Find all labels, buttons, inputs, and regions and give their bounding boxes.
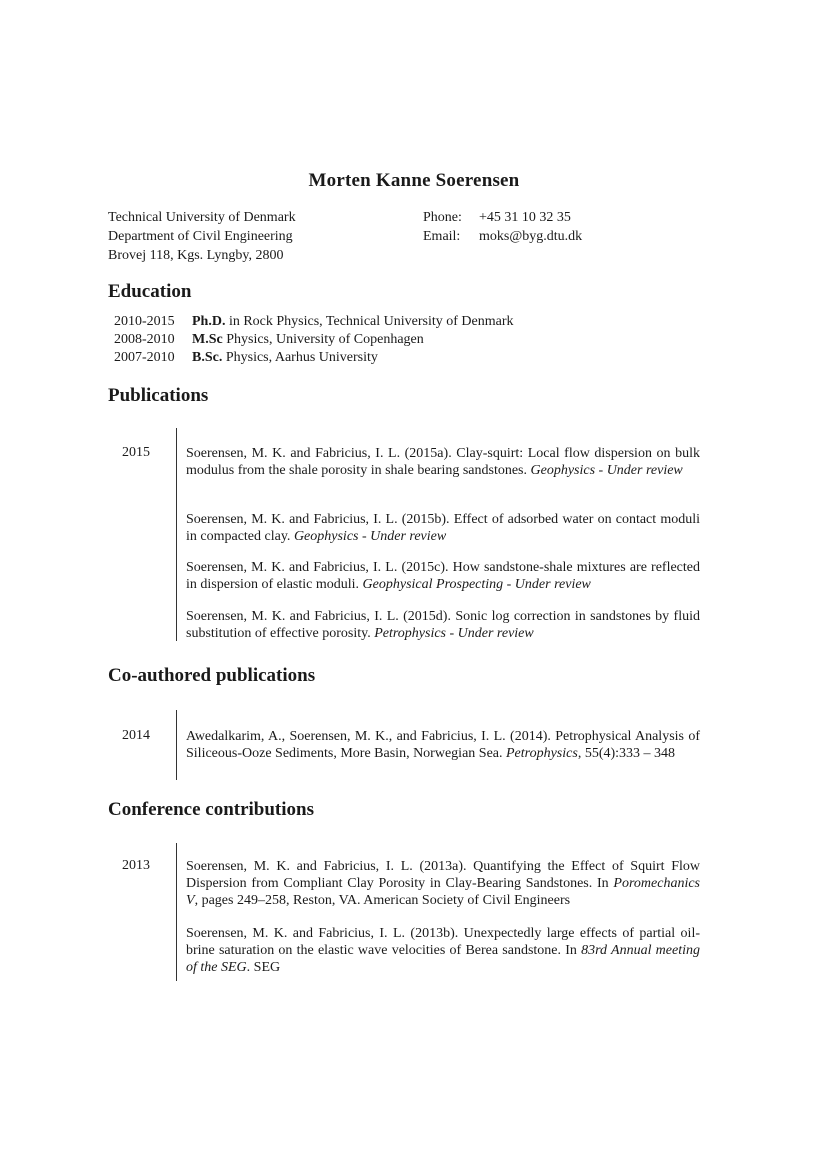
education-detail: in Rock Physics, Technical University of Denmark: [225, 314, 514, 329]
coauthored-heading: Co-authored publications: [108, 665, 316, 686]
education-degree: B.Sc.: [192, 350, 223, 365]
address-line: Brovej 118, Kgs. Lyngby, 2800: [108, 248, 284, 263]
education-degree: Ph.D.: [192, 314, 226, 329]
address-line: Technical University of Denmark: [108, 210, 296, 225]
conference-heading: Conference contributions: [108, 799, 314, 820]
contact-block: [423, 208, 582, 246]
publication-year: 2015: [122, 445, 150, 460]
education-detail: Physics, Aarhus University: [222, 350, 378, 365]
publication-entry: Soerensen, M. K. and Fabricius, I. L. (2015b). Effect of adsorbed water on contact moduli in compacted clay. Geophysics - Under review: [186, 512, 700, 544]
education-item: [114, 313, 514, 331]
publication-entry: Soerensen, M. K. and Fabricius, I. L. (2015d). Sonic log correction in sandstones by fluid substitution of effective porosity. Petrophysics - Under review: [186, 609, 700, 641]
phone-label: Phone:: [423, 210, 462, 225]
address-line: Department of Civil Engineering: [108, 229, 293, 244]
education-list: [114, 313, 514, 367]
address-block: [108, 208, 296, 265]
education-detail: Physics, University of Copenhagen: [222, 332, 424, 347]
conference-entry: Soerensen, M. K. and Fabricius, I. L. (2013a). Quantifying the Effect of Squirt Flow Dispersion from Compliant Clay Porosity in Clay-Bearing Sandstones. In Poromechanics V, pages 249–258, Reston, VA. American Society of Civil Engineers: [186, 859, 700, 908]
education-item: [114, 331, 514, 349]
education-degree: M.Sc: [192, 332, 223, 347]
publications-heading: Publications: [108, 385, 209, 406]
education-heading: Education: [108, 281, 192, 302]
conference-year: 2013: [122, 858, 150, 873]
person-name: Morten Kanne Soerensen: [308, 170, 520, 191]
email-label: Email:: [423, 229, 461, 244]
vertical-rule: [176, 428, 177, 641]
education-years: 2008-2010: [114, 332, 175, 347]
vertical-rule: [176, 843, 177, 981]
conference-entry: Soerensen, M. K. and Fabricius, I. L. (2013b). Unexpectedly large effects of partial oil-brine saturation on the elastic wave velocities of Berea sandstone. In 83rd Annual meeting of the SEG. SEG: [186, 926, 700, 975]
email-value: moks@byg.dtu.dk: [479, 229, 583, 244]
education-years: 2007-2010: [114, 350, 175, 365]
publication-entry: Soerensen, M. K. and Fabricius, I. L. (2015c). How sandstone-shale mixtures are reflected in dispersion of elastic moduli. Geophysical Prospecting - Under review: [186, 560, 700, 592]
coauthored-year: 2014: [122, 728, 150, 743]
education-years: 2010-2015: [114, 314, 175, 329]
phone-value: +45 31 10 32 35: [479, 210, 571, 225]
education-item: [114, 349, 514, 367]
publication-entry: Soerensen, M. K. and Fabricius, I. L. (2015a). Clay-squirt: Local flow dispersion on bulk modulus from the shale porosity in shale bearing sandstones. Geophysics - Under review: [186, 446, 700, 478]
coauthored-entry: Awedalkarim, A., Soerensen, M. K., and Fabricius, I. L. (2014). Petrophysical Analysis of Siliceous-Ooze Sediments, More Basin, Norwegian Sea. Petrophysics, 55(4):333 – 348: [186, 729, 700, 761]
vertical-rule: [176, 710, 177, 780]
